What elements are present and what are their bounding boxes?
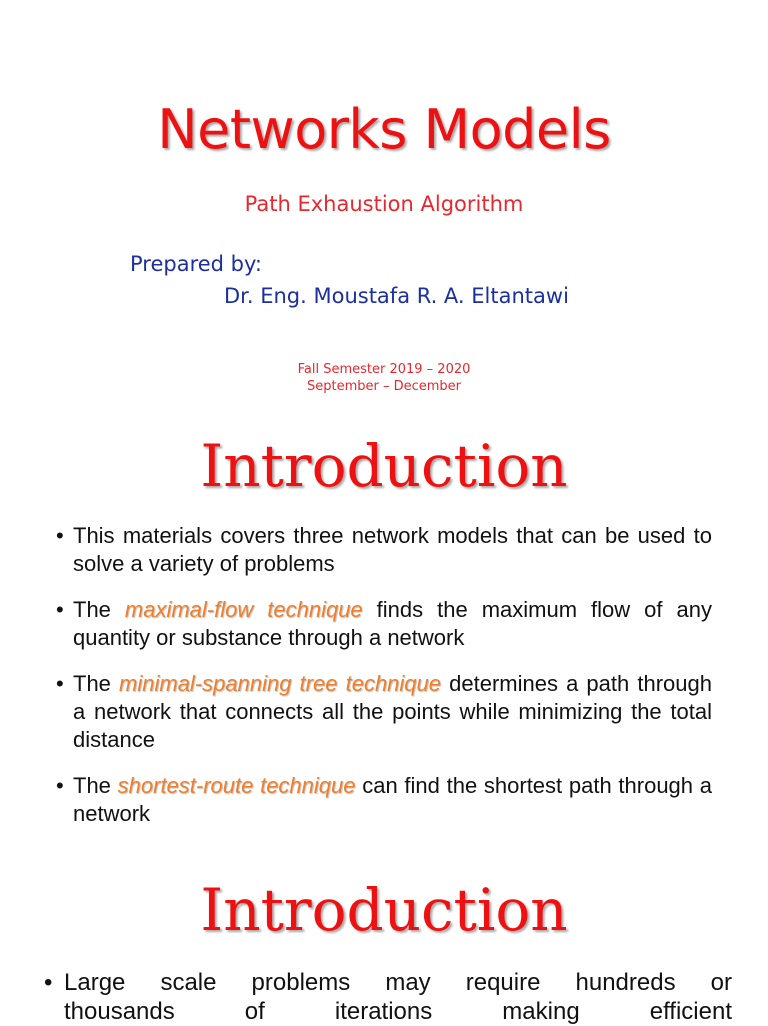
bullet-item	[56, 670, 712, 754]
bullet-item	[56, 596, 712, 652]
introduction-slide	[0, 430, 768, 860]
author-name: Dr. Eng. Moustafa R. A. Eltantawi	[224, 284, 569, 308]
bullet-item	[44, 968, 732, 1026]
bullet-item	[56, 772, 712, 828]
bullet-text: The	[73, 773, 118, 798]
months-text: September – December	[306, 379, 462, 394]
bullet-dot-icon: •	[56, 671, 64, 696]
bullet-list	[56, 522, 712, 846]
highlight-term: shortest-route technique	[117, 773, 356, 798]
bullet-dot-icon: •	[56, 523, 64, 548]
bullet-text: Large scale problems may require hundreds or	[64, 969, 732, 996]
prepared-by-label: Prepared by:	[130, 252, 262, 276]
bullet-text: This materials covers three network models that can be used to solve a variety of problems	[73, 523, 712, 576]
slide-title: Introduction	[200, 432, 568, 500]
bullet-text: The	[73, 597, 125, 622]
semester-text: Fall Semester 2019 – 2020	[297, 362, 471, 377]
bullet-text: thousands of iterations making efficient	[64, 998, 732, 1025]
bullet-text: determines a path through a network that connects all the points while minimizing the total distance	[73, 671, 712, 752]
title-slide	[0, 0, 768, 420]
bullet-dot-icon: •	[44, 969, 53, 996]
bullet-item	[56, 522, 712, 578]
bullet-text: can find the shortest path through a network	[73, 773, 712, 826]
bullet-text: finds the maximum flow of any quantity or substance through a network	[73, 597, 712, 650]
deck-subtitle: Path Exhaustion Algorithm	[244, 192, 524, 216]
deck-title: Networks Models	[157, 98, 611, 161]
bullet-dot-icon: •	[56, 597, 64, 622]
introduction-slide-2	[0, 870, 768, 1024]
bullet-list	[44, 968, 732, 1026]
bullet-dot-icon: •	[56, 773, 64, 798]
highlight-term: minimal-spanning tree technique	[119, 671, 442, 696]
highlight-term: maximal-flow technique	[124, 597, 363, 622]
slide-title: Introduction	[200, 876, 568, 944]
bullet-text: The	[73, 671, 120, 696]
